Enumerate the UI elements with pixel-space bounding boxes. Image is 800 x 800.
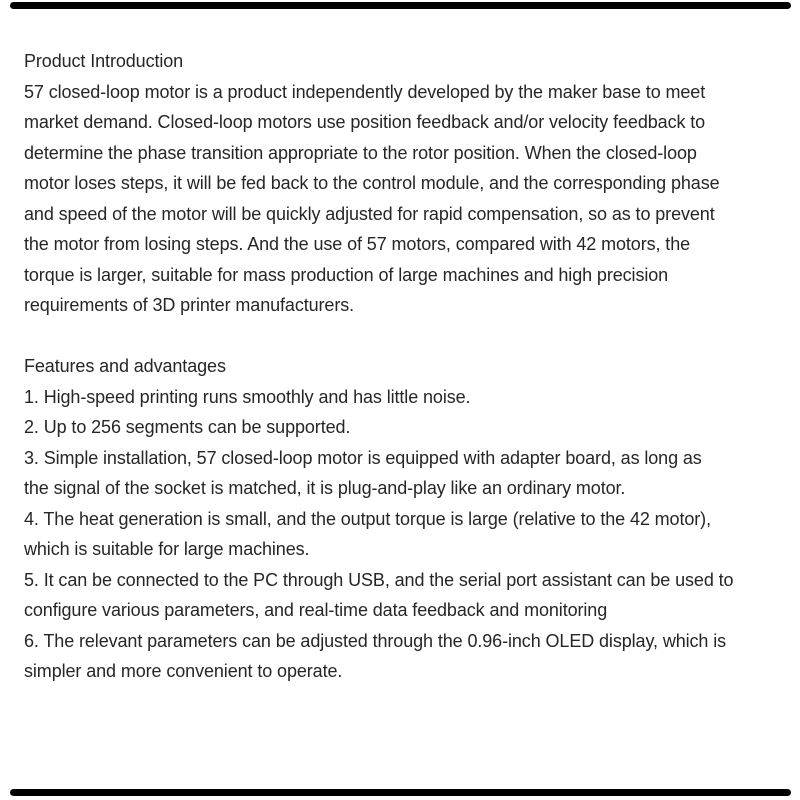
intro-text-line: requirements of 3D printer manufacturers.: [24, 295, 355, 315]
intro-text-line: torque is larger, suitable for mass production of large machines and high precision: [24, 264, 669, 285]
feature-text-line: the signal of the socket is matched, it is plug-and-play like an ordinary motor.: [24, 478, 626, 498]
feature-text-line: configure various parameters, and real-time data feedback and monitoring: [24, 600, 608, 620]
top-divider-bar: [10, 2, 791, 9]
feature-text-line: which is suitable for large machines.: [24, 539, 310, 559]
features-heading: Features and advantages: [24, 356, 226, 376]
intro-text-line: motor loses steps, it will be fed back to the control module, and the corresponding phase: [24, 173, 720, 193]
bottom-divider-bar: [10, 789, 791, 796]
feature-text-line: 2. Up to 256 segments can be supported.: [24, 417, 351, 437]
feature-text-line: 4. The heat generation is small, and the output torque is large (relative to the 42 motor),: [24, 508, 711, 529]
intro-text-line: determine the phase transition appropriate to the rotor position. When the closed-loop: [24, 142, 697, 163]
intro-text-line: 57 closed-loop motor is a product independently developed by the maker base to meet: [24, 81, 706, 102]
intro-heading: Product Introduction: [24, 51, 184, 71]
intro-text-line: and speed of the motor will be quickly adjusted for rapid compensation, so as to prevent: [24, 203, 715, 224]
description-text-block: [24, 46, 794, 687]
intro-text-line: market demand. Closed-loop motors use position feedback and/or velocity feedback to: [24, 112, 706, 132]
feature-text-line: 1. High-speed printing runs smoothly and has little noise.: [24, 386, 471, 407]
feature-text-line: 3. Simple installation, 57 closed-loop motor is equipped with adapter board, as long as: [24, 447, 702, 468]
feature-text-line: 5. It can be connected to the PC through USB, and the serial port assistant can be used to: [24, 569, 734, 590]
blank-line-spacer: [24, 321, 794, 352]
feature-text-line: simpler and more convenient to operate.: [24, 661, 343, 681]
intro-text-line: the motor from losing steps. And the use of 57 motors, compared with 42 motors, the: [24, 234, 691, 254]
feature-text-line: 6. The relevant parameters can be adjusted through the 0.96-inch OLED display, which is: [24, 630, 727, 651]
